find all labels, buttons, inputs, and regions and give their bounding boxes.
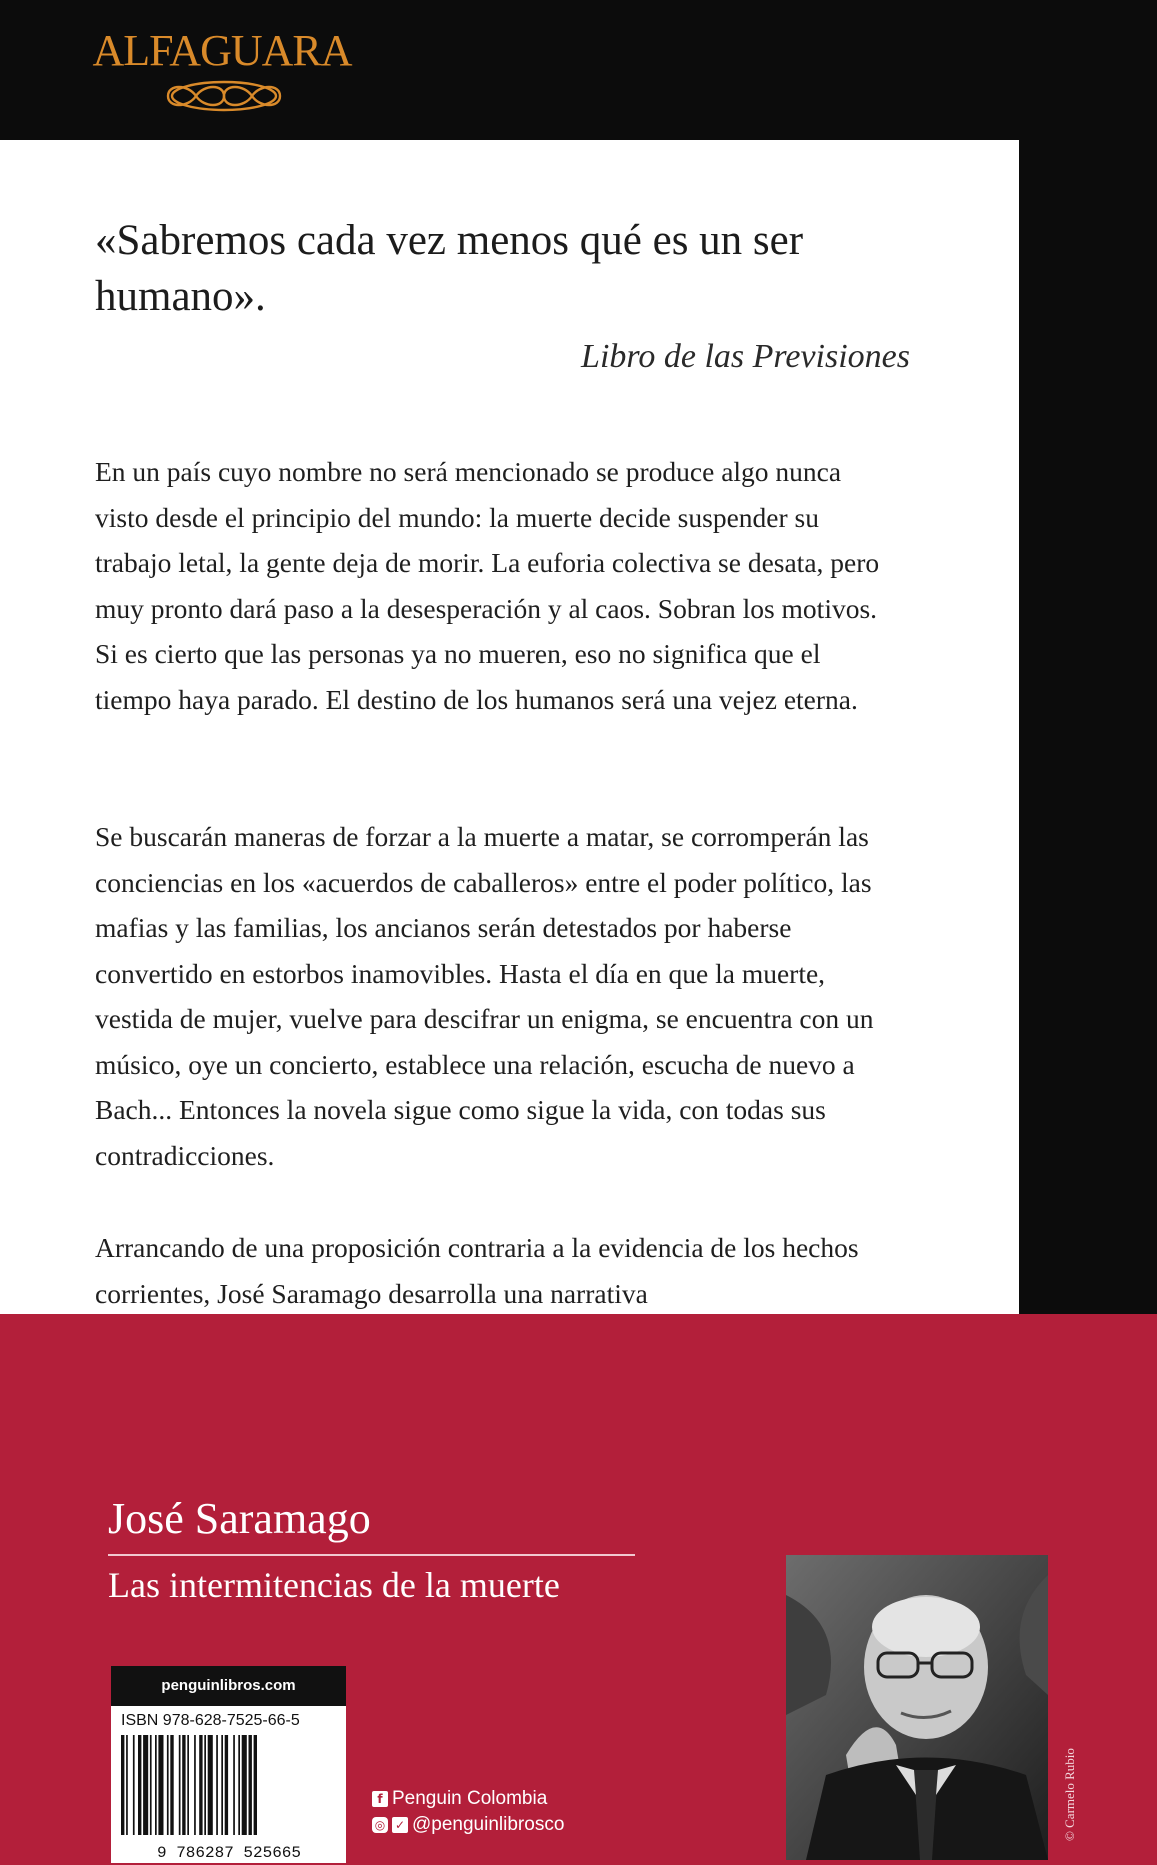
synopsis-paragraph-1: En un país cuyo nombre no será mencionado se produce algo nunca visto desde el principio del mundo: la muerte decide suspender su trabajo letal, la gente deja de morir. La euforia colectiva se desata, pero muy pronto dará paso a la desesperación y al caos. Sobran los motivos. Si es cierto que las personas ya no mueren, eso no significa que el tiempo haya parado. El destino de los humanos será una vejez eterna.: [95, 456, 880, 715]
publisher-logo: [92, 26, 352, 76]
title-divider: [108, 1554, 635, 1556]
social-links: [372, 1786, 564, 1838]
synopsis-paragraph-3: Arrancando de una proposición contraria a la evidencia de los hechos corrientes, José Saramago desarrolla una narrativa: [95, 1232, 859, 1309]
epigraph-quote: «Sabremos cada vez menos qué es un ser humano».: [95, 217, 804, 320]
facebook-label: Penguin Colombia: [392, 1788, 548, 1809]
barcode-block: [111, 1666, 346, 1863]
cover-black-edge: [1019, 140, 1157, 1314]
synopsis-paragraph-2: Se buscarán maneras de forzar a la muerte a matar, se corromperán las conciencias en los «acuerdos de caballeros» entre el poder político, las mafias y las familias, los ancianos serán detestados por haberse convertido en estorbos inamovibles. Hasta el día en que la muerte, vestida de mujer, vuelve para descifrar un enigma, se encuentra con un músico, oye un concierto, establece una relación, escucha de nuevo a Bach... Entonces la novela sigue como sigue la vida, con todas sus contradicciones.: [95, 821, 874, 1171]
publisher-name: ALFAGUARA: [92, 26, 352, 75]
book-title: Las intermitencias de la muerte: [108, 1565, 560, 1605]
barcode: [111, 1733, 346, 1863]
publisher-website: penguinlibros.com: [111, 1666, 346, 1706]
facebook-link[interactable]: [372, 1786, 564, 1812]
instagram-icon: ◎: [372, 1817, 388, 1833]
social-handle-link[interactable]: [372, 1812, 564, 1838]
author-photo: [786, 1555, 1048, 1860]
epigraph-source: Libro de las Previsiones: [581, 338, 910, 375]
twitter-icon: ✓: [392, 1817, 408, 1833]
isbn-area: [111, 1706, 346, 1863]
facebook-icon: f: [372, 1791, 388, 1807]
social-handle: @penguinlibrosco: [412, 1814, 565, 1835]
photo-credit: © Carmelo Rubio: [1062, 1748, 1077, 1841]
author-name: José Saramago: [108, 1494, 371, 1543]
barcode-digits: 9 786287 525665: [156, 1844, 302, 1862]
isbn-label: ISBN 978-628-7525-66-5: [121, 1712, 300, 1729]
publisher-ornament-icon: [160, 76, 288, 116]
